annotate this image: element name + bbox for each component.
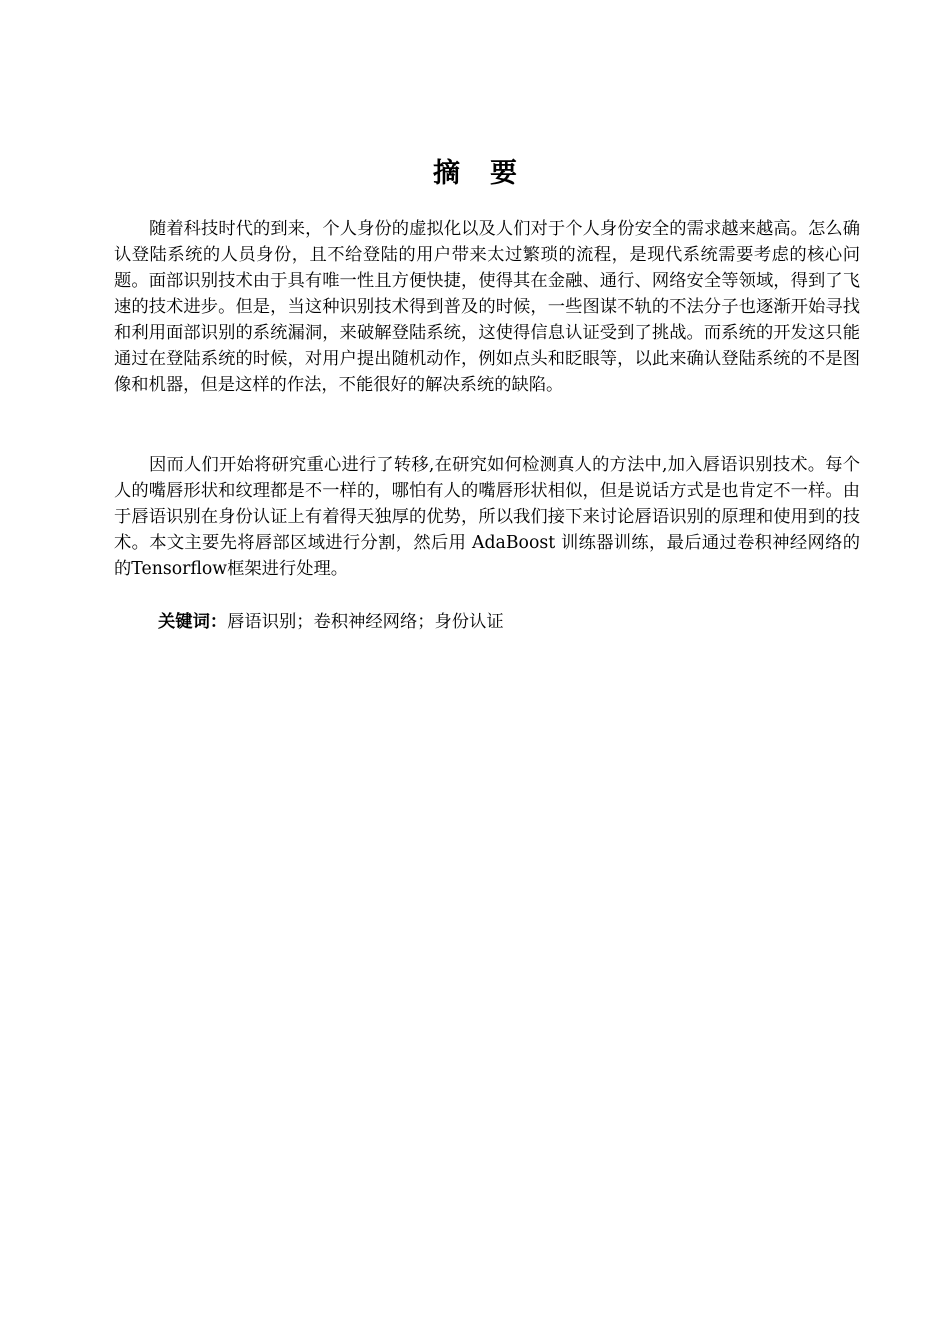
keywords-label: 关键词： — [158, 612, 228, 632]
abstract-paragraph-2: 因而人们开始将研究重心进行了转移,在研究如何检测真人的方法中,加入唇语识别技术。每个人的嘴唇形状和纹理都是不一样的，哪怕有人的嘴唇形状相似，但是说话方式是也肯定不一样。由于唇语识别在身份认证上有着得天独厚的优势，所以我们接下来讨论唇语识别的原理和使用到的技术。本文主要先将唇部区域进行分割，然后用 AdaBoost 训练器训练，最后通过卷积神经网络的的Tensorflow框架进行处理。 — [114, 455, 860, 579]
abstract-title: 摘要 — [433, 158, 547, 189]
keywords-line — [158, 608, 858, 636]
abstract-paragraph-1: 随着科技时代的到来，个人身份的虚拟化以及人们对于个人身份安全的需求越来越高。怎么确认登陆系统的人员身份，且不给登陆的用户带来太过繁琐的流程，是现代系统需要考虑的核心问题。面部识别技术由于具有唯一性且方便快捷，使得其在金融、通行、网络安全等领域，得到了飞速的技术进步。但是，当这种识别技术得到普及的时候，一些图谋不轨的不法分子也逐渐开始寻找和利用面部识别的系统漏洞，来破解登陆系统，这使得信息认证受到了挑战。而系统的开发这只能通过在登陆系统的时候，对用户提出随机动作，例如点头和眨眼等，以此来确认登陆系统的不是图像和机器，但是这样的作法，不能很好的解决系统的缺陷。 — [114, 219, 860, 395]
keywords-values: 唇语识别；卷积神经网络；身份认证 — [227, 612, 504, 632]
